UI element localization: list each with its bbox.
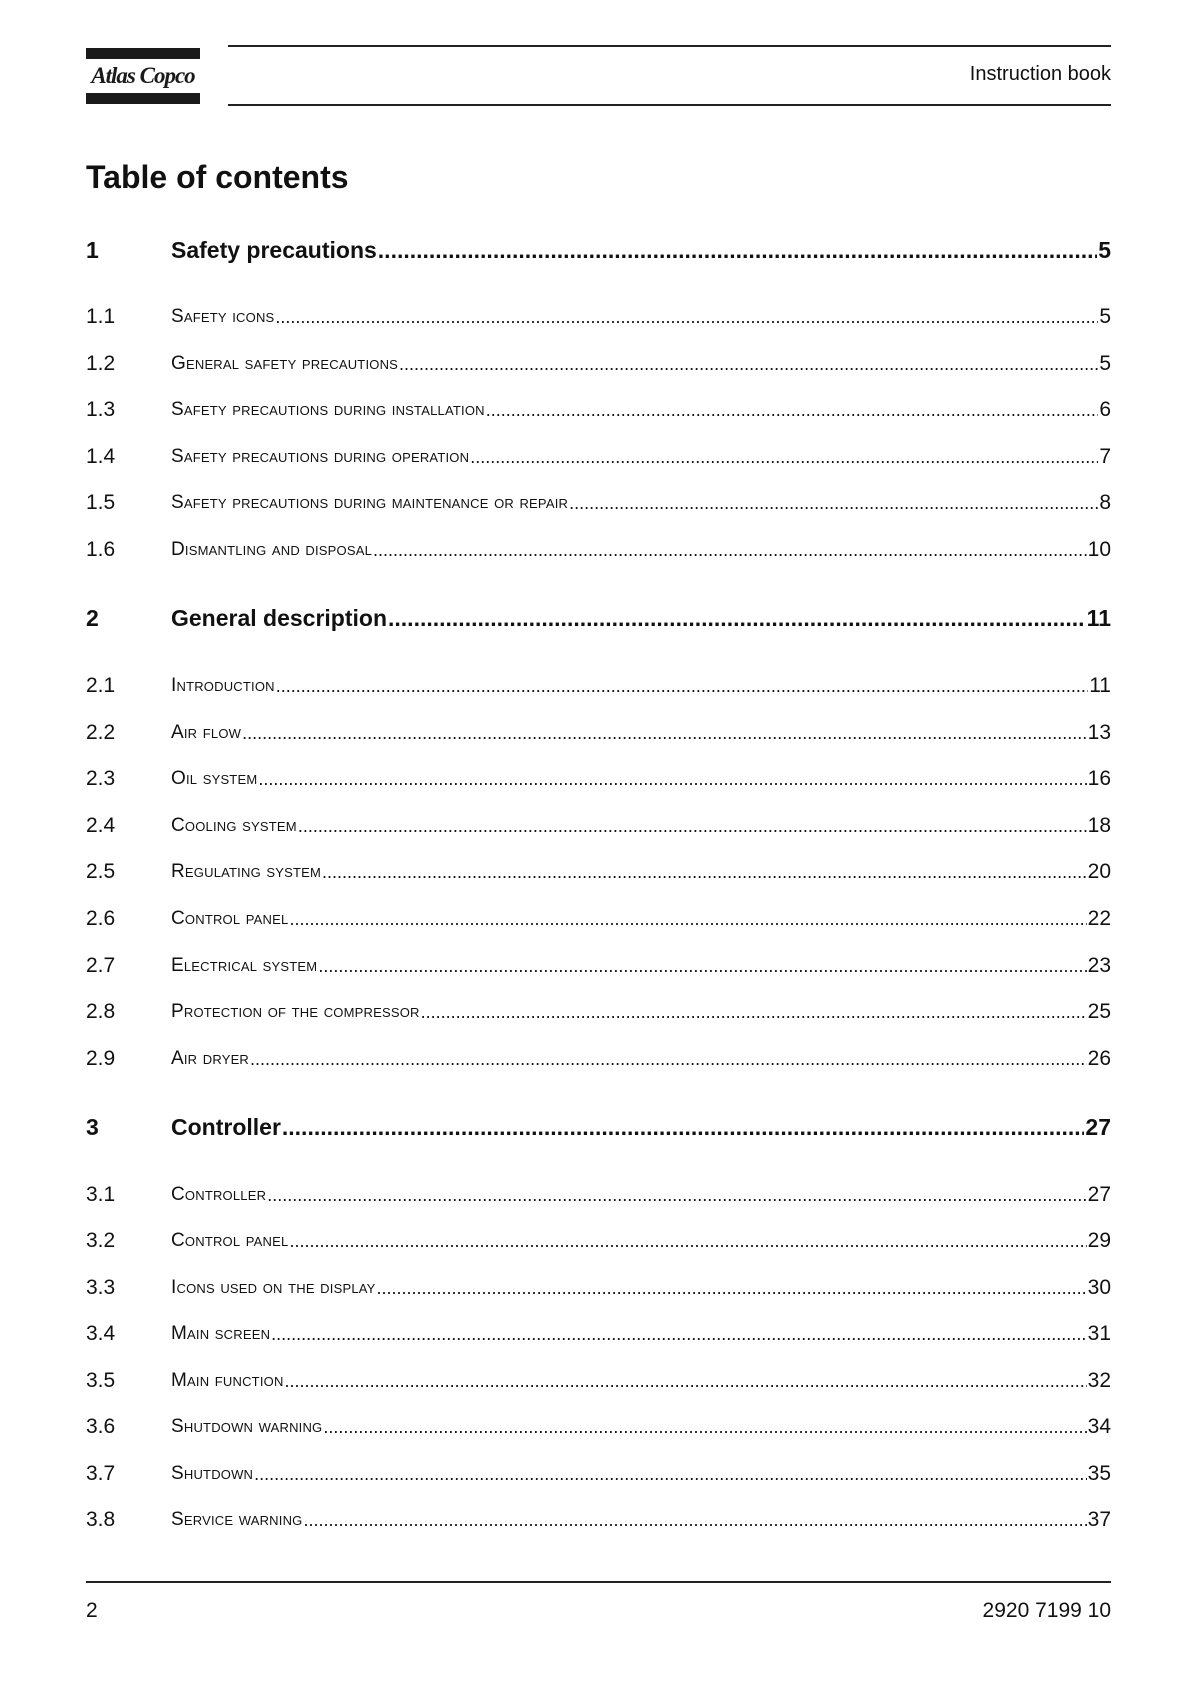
toc-page-number: 10: [1087, 538, 1111, 561]
toc-dot-leader: [303, 1506, 1086, 1534]
toc-dot-leader: [242, 719, 1087, 747]
toc-entry-title: General safety precautions: [171, 353, 399, 374]
footer-document-number: 2920 7199 10: [982, 1599, 1111, 1622]
toc-number: 1: [86, 237, 99, 263]
toc-section[interactable]: [86, 443, 1111, 471]
toc-entry-title: Controller: [171, 1114, 281, 1140]
toc-number: 2: [86, 605, 99, 631]
toc-dot-leader: [486, 396, 1099, 424]
toc-section[interactable]: [86, 489, 1111, 517]
toc-number: 2.1: [86, 674, 116, 697]
toc-entry-title: Shutdown warning: [171, 1416, 323, 1437]
logo-wordmark: Atlas Copco: [91, 63, 195, 88]
toc-entry-title: Main screen: [171, 1323, 271, 1344]
toc-section[interactable]: [86, 1045, 1111, 1073]
toc-section[interactable]: [86, 858, 1111, 886]
toc-dot-leader: [388, 604, 1086, 632]
toc-section[interactable]: [86, 719, 1111, 747]
toc-section[interactable]: [86, 536, 1111, 564]
toc-chapter[interactable]: [86, 1113, 1111, 1141]
toc-page-number: 5: [1099, 305, 1111, 328]
toc-entry-title: Control panel: [171, 1230, 289, 1251]
toc-number: 2.6: [86, 907, 116, 930]
toc-dot-leader: [322, 858, 1087, 886]
toc-entry-title: Regulating system: [171, 861, 322, 882]
toc-entry-title: General description: [171, 605, 388, 631]
toc-number: 1.5: [86, 491, 116, 514]
toc-page-number: 31: [1087, 1322, 1111, 1345]
toc-dot-leader: [285, 1367, 1087, 1395]
toc-dot-leader: [254, 1460, 1086, 1488]
toc-section[interactable]: [86, 672, 1111, 700]
toc-page-number: 11: [1089, 674, 1111, 697]
toc-page-number: 13: [1087, 721, 1111, 744]
toc-chapter[interactable]: [86, 604, 1111, 632]
toc-entry-title: Safety precautions during maintenance or repair: [171, 492, 569, 513]
toc-section[interactable]: [86, 1367, 1111, 1395]
toc-section[interactable]: [86, 765, 1111, 793]
toc-dot-leader: [258, 765, 1086, 793]
toc-dot-leader: [276, 672, 1088, 700]
toc-entry-title: Electrical system: [171, 955, 318, 976]
toc-dot-leader: [289, 905, 1086, 933]
toc-section[interactable]: [86, 1460, 1111, 1488]
toc-section[interactable]: [86, 952, 1111, 980]
toc-page-number: 22: [1087, 907, 1111, 930]
toc-number: 2.4: [86, 814, 116, 837]
toc-page-number: 8: [1099, 491, 1111, 514]
toc-entry-title: Controller: [171, 1184, 267, 1205]
toc-page-number: 35: [1087, 1462, 1111, 1485]
document-type: Instruction book: [969, 63, 1111, 85]
footer-page-number: 2: [86, 1599, 98, 1622]
toc-section[interactable]: [86, 350, 1111, 378]
toc-dot-leader: [399, 350, 1098, 378]
toc-entry-title: Oil system: [171, 768, 258, 789]
toc-dot-leader: [298, 812, 1087, 840]
toc-section[interactable]: [86, 396, 1111, 424]
toc-page-number: 11: [1086, 605, 1111, 631]
header-rule-bottom: [228, 104, 1111, 106]
logo-bar-top: [86, 48, 200, 59]
toc-dot-leader: [250, 1045, 1087, 1073]
toc-page-number: 27: [1085, 1114, 1111, 1140]
toc-section[interactable]: [86, 1274, 1111, 1302]
toc-dot-leader: [421, 998, 1087, 1026]
logo-bar-bottom: [86, 93, 200, 104]
toc-page-number: 37: [1087, 1508, 1111, 1531]
toc-number: 3.5: [86, 1369, 116, 1392]
toc-section[interactable]: [86, 812, 1111, 840]
toc-dot-leader: [267, 1181, 1086, 1209]
toc-page-number: 5: [1098, 237, 1111, 263]
toc-section[interactable]: [86, 998, 1111, 1026]
toc-entry-title: Main function: [171, 1370, 284, 1391]
toc-section[interactable]: [86, 1413, 1111, 1441]
toc-chapter[interactable]: [86, 236, 1111, 264]
toc-entry-title: Icons used on the display: [171, 1277, 376, 1298]
toc-entry-title: Air dryer: [171, 1048, 250, 1069]
toc-dot-leader: [282, 1113, 1085, 1141]
toc-number: 2.9: [86, 1047, 116, 1070]
toc-dot-leader: [373, 536, 1087, 564]
toc-title: Table of contents: [86, 159, 349, 195]
toc-number: 2.2: [86, 721, 116, 744]
footer-rule: [86, 1581, 1111, 1583]
header-rule-top: [228, 45, 1111, 47]
toc-dot-leader: [318, 952, 1086, 980]
toc-page-number: 18: [1087, 814, 1111, 837]
toc-number: 1.6: [86, 538, 116, 561]
toc-page-number: 32: [1087, 1369, 1111, 1392]
toc-page-number: 20: [1087, 860, 1111, 883]
toc-entry-title: Dismantling and disposal: [171, 539, 373, 560]
toc-page-number: 30: [1087, 1276, 1111, 1299]
toc-dot-leader: [323, 1413, 1086, 1441]
toc-section[interactable]: [86, 303, 1111, 331]
toc-section[interactable]: [86, 1181, 1111, 1209]
toc-number: 3.6: [86, 1415, 116, 1438]
toc-dot-leader: [569, 489, 1098, 517]
toc-number: 3.3: [86, 1276, 116, 1299]
toc-number: 3.2: [86, 1229, 116, 1252]
toc-number: 1.3: [86, 398, 116, 421]
toc-entry-title: Air flow: [171, 722, 242, 743]
toc-entry-title: Service warning: [171, 1509, 303, 1530]
toc-page-number: 27: [1087, 1183, 1111, 1206]
toc-number: 2.8: [86, 1000, 116, 1023]
toc-dot-leader: [377, 1274, 1087, 1302]
toc-dot-leader: [289, 1227, 1086, 1255]
toc-page-number: 34: [1087, 1415, 1111, 1438]
toc-number: 3: [86, 1114, 99, 1140]
toc-page-number: 26: [1087, 1047, 1111, 1070]
toc-section[interactable]: [86, 1227, 1111, 1255]
toc-number: 2.5: [86, 860, 116, 883]
toc-number: 1.1: [86, 305, 116, 328]
toc-page-number: 29: [1087, 1229, 1111, 1252]
toc-number: 3.1: [86, 1183, 116, 1206]
toc-entry-title: Safety precautions during installation: [171, 399, 485, 420]
toc-dot-leader: [378, 236, 1097, 264]
toc-dot-leader: [275, 303, 1098, 331]
toc-page-number: 5: [1099, 352, 1111, 375]
atlas-copco-logo: [86, 48, 200, 104]
toc-page-number: 25: [1087, 1000, 1111, 1023]
toc-number: 1.4: [86, 445, 116, 468]
toc-dot-leader: [470, 443, 1098, 471]
toc-number: 3.8: [86, 1508, 116, 1531]
toc-number: 2.7: [86, 954, 116, 977]
toc-number: 1.2: [86, 352, 116, 375]
toc-number: 3.4: [86, 1322, 116, 1345]
toc-entry-title: Shutdown: [171, 1463, 254, 1484]
toc-entry-title: Control panel: [171, 908, 289, 929]
toc-number: 2.3: [86, 767, 116, 790]
toc-page-number: 23: [1087, 954, 1111, 977]
toc-entry-title: Introduction: [171, 675, 275, 696]
toc-section[interactable]: [86, 1320, 1111, 1348]
toc-entry-title: Safety icons: [171, 306, 275, 327]
toc-page-number: 6: [1099, 398, 1111, 421]
toc-section[interactable]: [86, 1506, 1111, 1534]
toc-section[interactable]: [86, 905, 1111, 933]
toc-entry-title: Protection of the compressor: [171, 1001, 420, 1022]
toc-page-number: 7: [1099, 445, 1111, 468]
toc-dot-leader: [271, 1320, 1086, 1348]
toc-entry-title: Cooling system: [171, 815, 297, 836]
toc-entry-title: Safety precautions: [171, 237, 377, 263]
toc-page-number: 16: [1087, 767, 1111, 790]
toc-number: 3.7: [86, 1462, 116, 1485]
toc-entry-title: Safety precautions during operation: [171, 446, 470, 467]
